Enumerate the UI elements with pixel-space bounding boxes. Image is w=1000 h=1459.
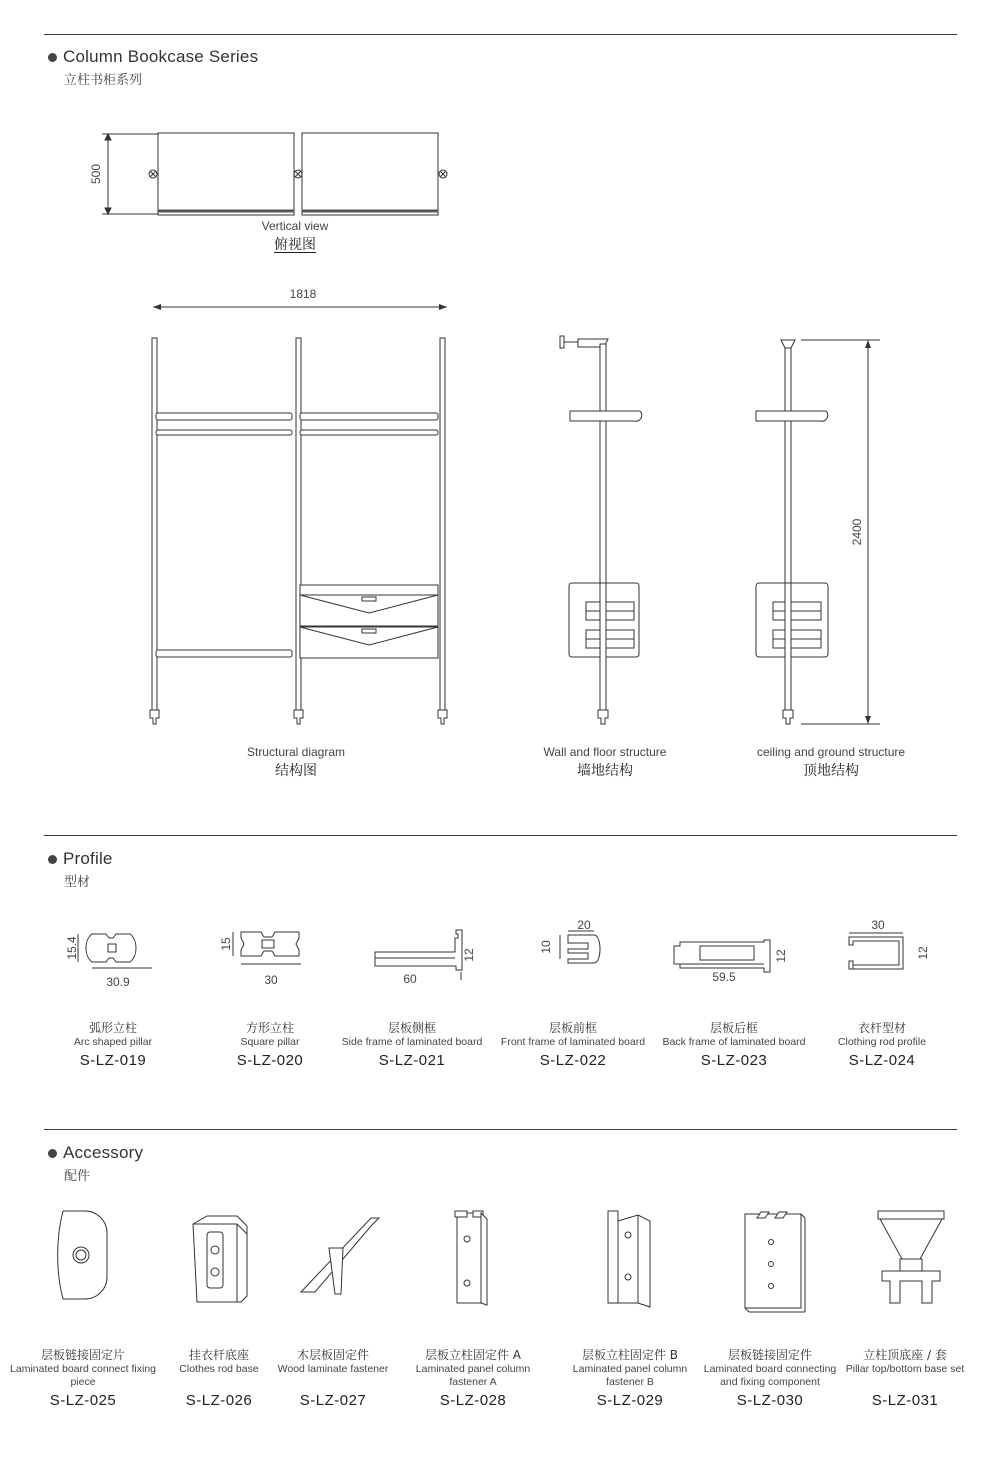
- caption-en: Vertical view: [261, 219, 329, 233]
- product-code: S-LZ-026: [185, 1392, 253, 1409]
- section-subtitle: 型材: [64, 875, 91, 890]
- section-title: Profile: [63, 849, 113, 868]
- caption-cn: 墙地结构: [577, 763, 633, 779]
- width-dimension: [145, 283, 455, 323]
- profile-023-drawing: [660, 920, 800, 990]
- accessory-027-drawing: [295, 1212, 385, 1302]
- profile-dimension-label: 20: [577, 918, 591, 932]
- caption-en: Structural diagram: [246, 745, 346, 759]
- accessory-item: 挂衣杆底座 Clothes rod base S-LZ-026: [179, 1348, 259, 1409]
- accessory-item: 层板链接固定片 Laminated board connect fixing piece S-LZ-025: [10, 1348, 156, 1409]
- product-code: S-LZ-029: [596, 1392, 664, 1409]
- product-code: S-LZ-031: [871, 1392, 939, 1409]
- caption-cn: 俯视图: [273, 237, 316, 253]
- profile-item: 层板前框 Front frame of laminated board S-LZ-022: [500, 1021, 646, 1069]
- profile-dimension-label: 12: [916, 946, 930, 960]
- bullet-icon: [48, 855, 57, 864]
- ceiling-ground-structure-diagram: [745, 330, 895, 730]
- accessory-029-drawing: [600, 1205, 660, 1315]
- profile-divider: [44, 835, 957, 836]
- accessory-item: 立柱顶底座 / 套 Pillar top/bottom base set S-LZ-031: [845, 1348, 965, 1409]
- profile-dimension-label: 30.9: [106, 975, 130, 989]
- profile-dimension-label: 60: [403, 972, 417, 986]
- structural-diagram-caption: [247, 745, 345, 780]
- profile-021-drawing: [365, 920, 485, 990]
- bullet-icon: [48, 53, 57, 62]
- accessory-item: 层板立柱固定件 A Laminated panel column fastener A S-LZ-028: [415, 1348, 531, 1409]
- product-code: S-LZ-030: [736, 1392, 804, 1409]
- product-code: S-LZ-024: [848, 1052, 916, 1069]
- accessory-divider: [44, 1129, 957, 1130]
- section-subtitle: 配件: [64, 1169, 91, 1184]
- product-code: S-LZ-019: [79, 1052, 147, 1069]
- accessory-028-drawing: [445, 1205, 495, 1315]
- product-code: S-LZ-025: [49, 1392, 117, 1409]
- structural-diagram: [140, 330, 460, 730]
- profile-dimension-label: 15: [219, 937, 233, 951]
- accessory-025-drawing: [55, 1205, 115, 1305]
- profile-item: 层板侧框 Side frame of laminated board S-LZ-021: [341, 1021, 483, 1069]
- vertical-view-caption: [262, 219, 329, 254]
- vertical-view-drawing: [80, 125, 460, 225]
- product-code: S-LZ-020: [236, 1052, 304, 1069]
- product-code: S-LZ-028: [439, 1392, 507, 1409]
- accessory-031-drawing: [870, 1205, 950, 1305]
- top-divider: [44, 34, 957, 35]
- wall-floor-caption: [544, 745, 667, 780]
- profile-item: 衣杆型材 Clothing rod profile S-LZ-024: [837, 1021, 927, 1069]
- wall-floor-structure-diagram: [550, 330, 660, 730]
- profile-dimension-label: 12: [774, 949, 788, 963]
- ceiling-ground-caption: [757, 745, 905, 780]
- section-title: Accessory: [63, 1143, 144, 1162]
- profile-dimension-label: 10: [539, 940, 553, 954]
- section-header-profile: [48, 849, 113, 890]
- profile-022-drawing: [530, 915, 620, 985]
- profile-020-drawing: [215, 920, 325, 990]
- section-title: Column Bookcase Series: [63, 47, 259, 66]
- profile-dimension-label: 15.4: [65, 936, 79, 960]
- profile-item: 弧形立柱 Arc shaped pillar S-LZ-019: [73, 1021, 153, 1069]
- profile-item: 方形立柱 Square pillar S-LZ-020: [236, 1021, 304, 1069]
- profile-dimension-label: 30: [871, 918, 885, 932]
- width-dimension-label: 1818: [289, 287, 317, 301]
- section-subtitle: 立柱书柜系列: [64, 73, 143, 88]
- profile-dimension-label: 30: [264, 973, 278, 987]
- profile-dimension-label: 59.5: [712, 970, 736, 984]
- profile-024-drawing: [835, 915, 935, 985]
- section-header-accessory: [48, 1143, 143, 1184]
- caption-cn: 结构图: [274, 763, 317, 779]
- depth-dimension-label: 500: [89, 163, 103, 185]
- product-code: S-LZ-022: [539, 1052, 607, 1069]
- caption-en: ceiling and ground structure: [756, 745, 906, 759]
- caption-cn: 顶地结构: [803, 763, 859, 779]
- accessory-030-drawing: [735, 1208, 815, 1318]
- product-code: S-LZ-023: [700, 1052, 768, 1069]
- caption-en: Wall and floor structure: [543, 745, 667, 759]
- accessory-item: 层板链接固定件 Laminated board connecting and fixing component S-LZ-030: [703, 1348, 837, 1409]
- product-code: S-LZ-027: [299, 1392, 367, 1409]
- bullet-icon: [48, 1149, 57, 1158]
- section-header-bookcase: [48, 47, 258, 88]
- product-code: S-LZ-021: [378, 1052, 446, 1069]
- height-dimension-label: 2400: [850, 518, 864, 546]
- profile-dimension-label: 12: [462, 948, 476, 962]
- profile-item: 层板后框 Back frame of laminated board S-LZ-023: [662, 1021, 806, 1069]
- accessory-item: 木层板固定件 Wood laminate fastener S-LZ-027: [277, 1348, 389, 1409]
- profile-019-drawing: [62, 920, 162, 990]
- accessory-item: 层板立柱固定件 B Laminated panel column fastener B S-LZ-029: [572, 1348, 688, 1409]
- accessory-026-drawing: [185, 1210, 255, 1310]
